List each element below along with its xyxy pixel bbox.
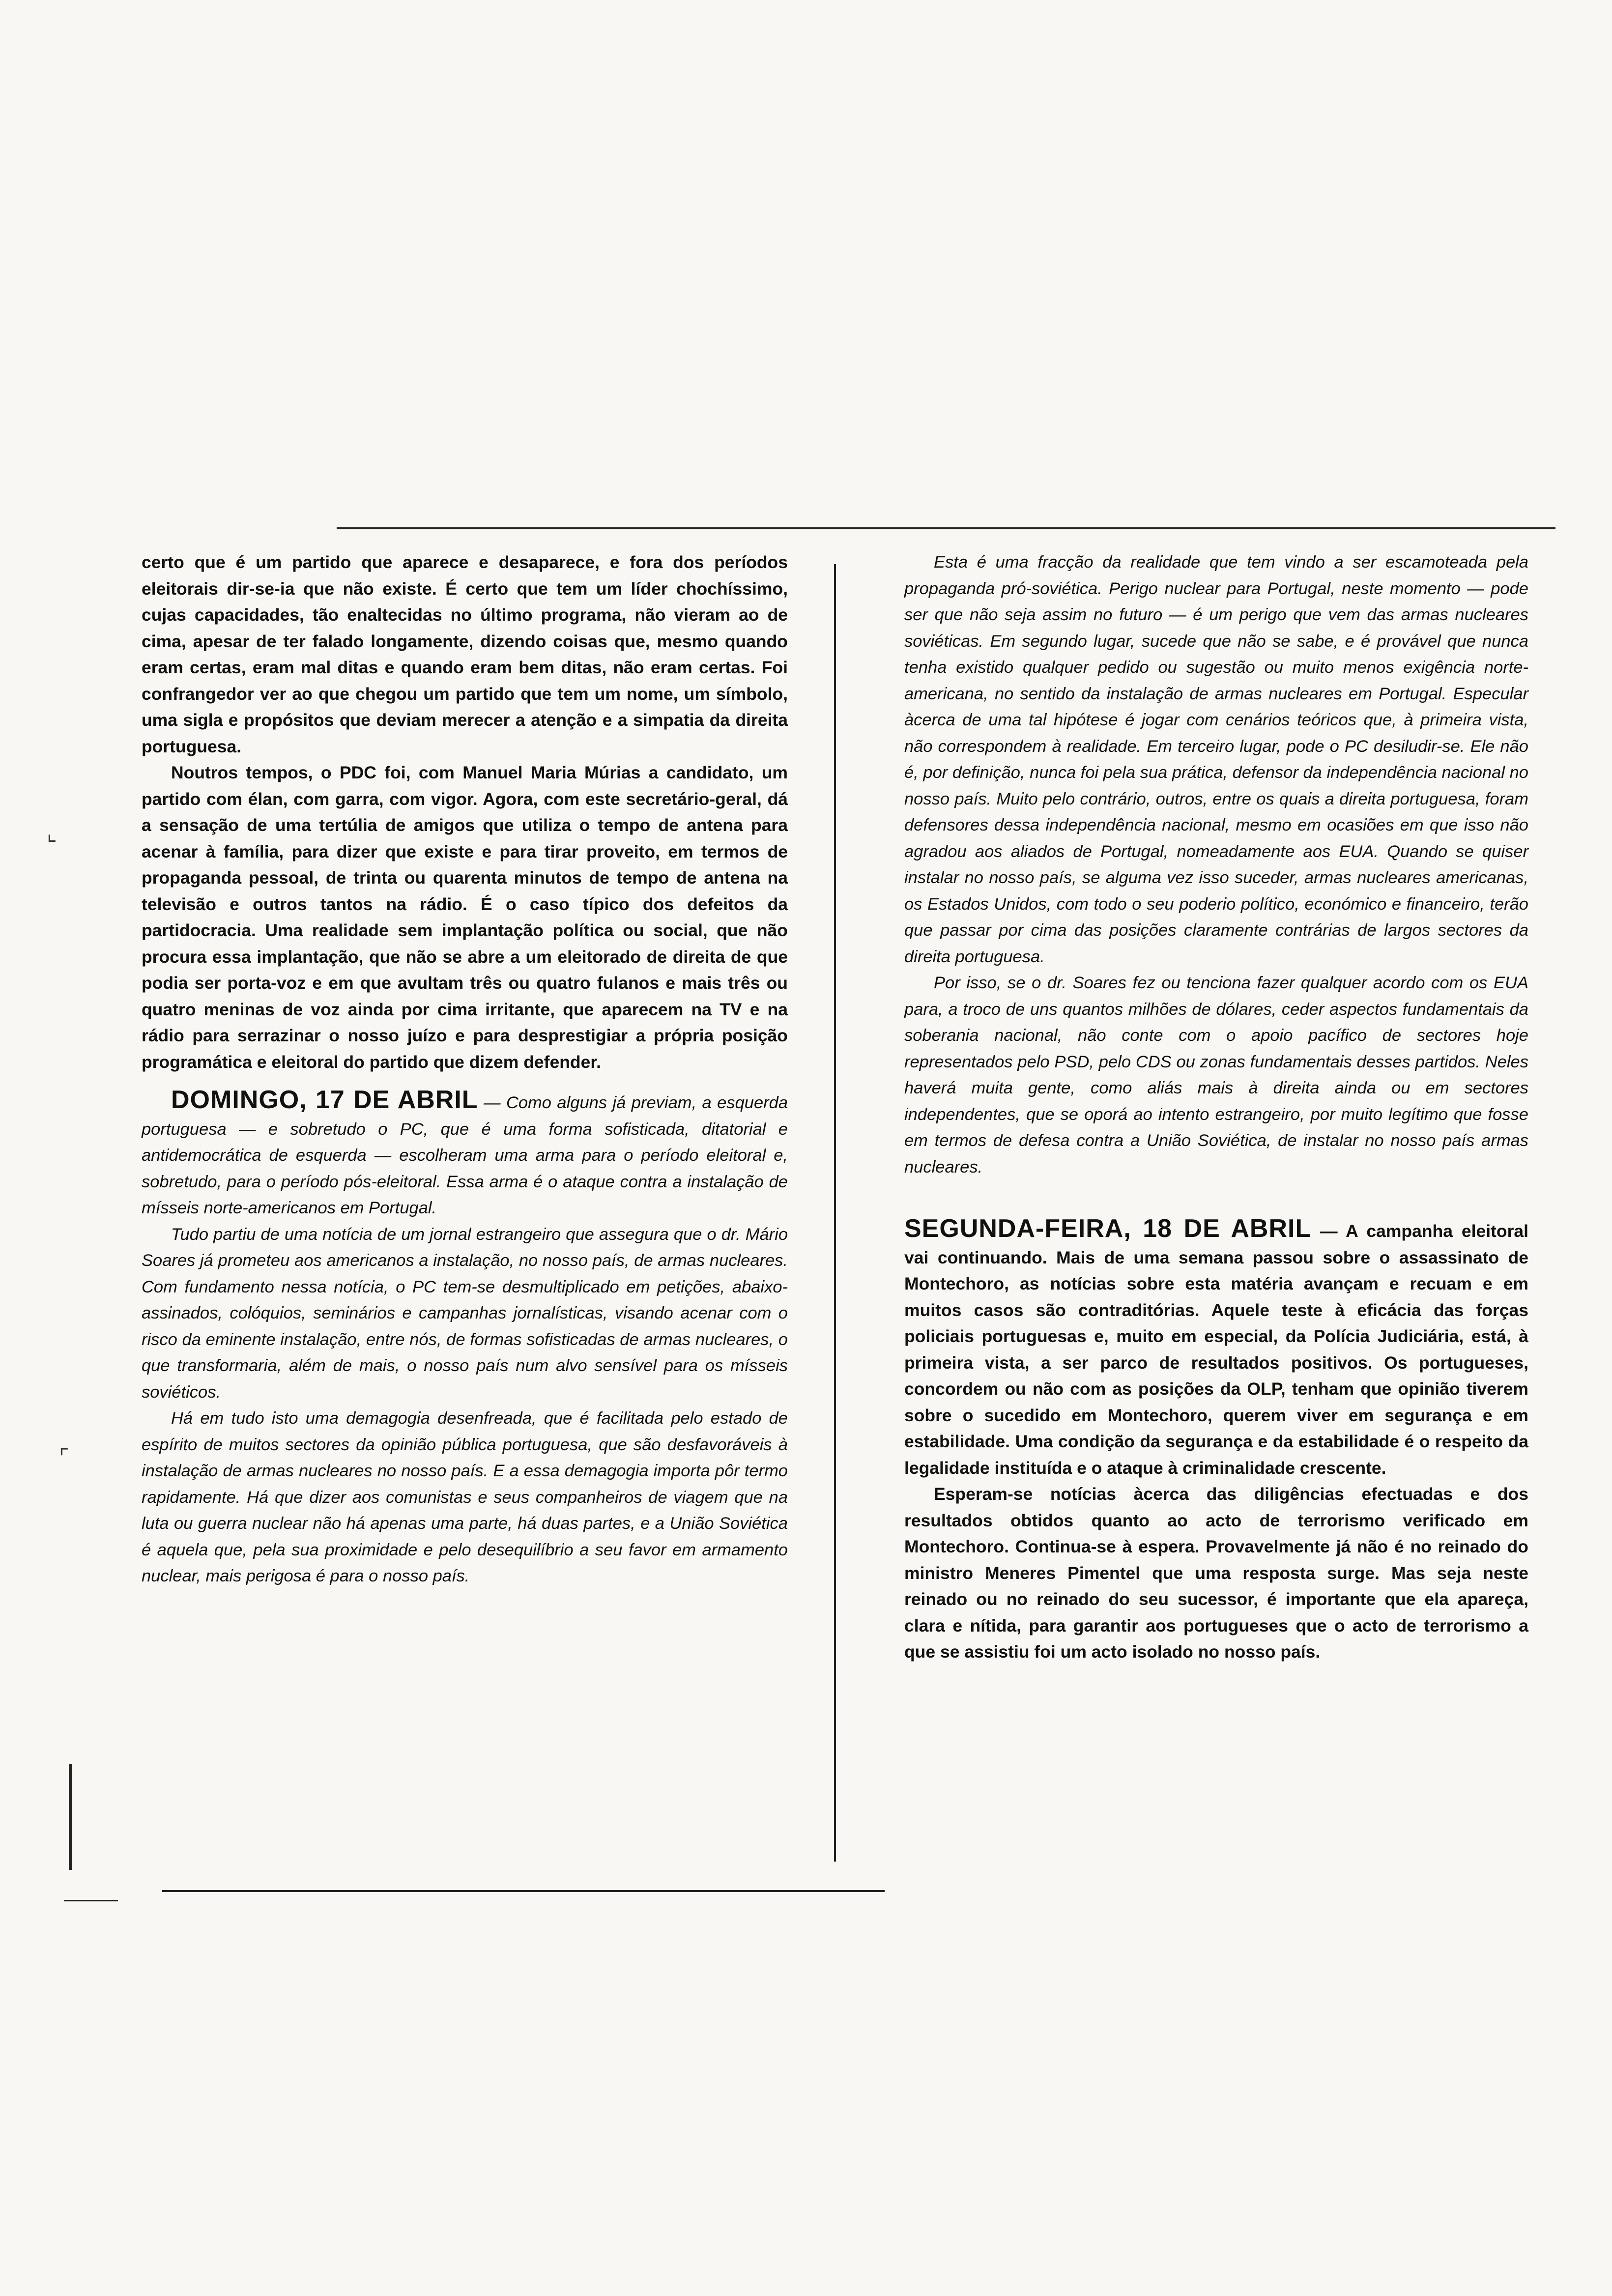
left-column bbox=[142, 549, 788, 1590]
section-lead-text: — A campanha eleitoral vai continuando. Mais de uma semana passou sobre o assassinato de Montechoro, as notícias sobre esta matéria avançam e recuam e em muitos casos são contraditórias. Aquele teste à eficácia das forças policiais portuguesas e, muito em especial, da Polícia Judiciária, está, à primeira vista, a ser parco de resultados positivos. Os portugueses, concordem ou não com as posições da OLP, tenham que opinião tiverem sobre o sucedido em Montechoro, querem viver em segurança e em estabilidade. Uma condição da segurança e da estabilidade é o respeito da legalidade instituída e o ataque à criminalidade crescente. bbox=[904, 1221, 1528, 1478]
bottom-rule bbox=[162, 1890, 885, 1892]
section-lead-paragraph bbox=[142, 1087, 788, 1222]
margin-bracket-mark: ⌜ bbox=[59, 1445, 69, 1469]
column-divider bbox=[834, 564, 836, 1862]
right-column bbox=[904, 549, 1528, 1665]
bottom-left-mark bbox=[64, 1900, 118, 1901]
article-paragraph: Tudo partiu de uma notícia de um jornal estrangeiro que assegura que o dr. Mário Soares já prometeu aos americanos a instalação, no nosso país, de armas nucleares. Com fundamento nessa notícia, o PC tem-se desmultiplicado em petições, abaixo-assinados, colóquios, seminários e campanhas jornalísticas, visando acenar com o risco da eminente instalação, entre nós, de formas sofisticadas de armas nucleares, o que transformaria, além de mais, o nosso país num alvo sensível para os mísseis soviéticos. bbox=[142, 1225, 788, 1402]
article-paragraph: Por isso, se o dr. Soares fez ou tenciona fazer qualquer acordo com os EUA para, a troco de uns quantos milhões de dólares, ceder aspectos fundamentais da soberania nacional, não conte com o apoio pacífico de sectores hoje representados pelo PSD, pelo CDS ou zonas fundamentais desses partidos. Neles haverá muita gente, como aliás mais à direita ainda ou em sectores independentes, que se oporá ao intento estrangeiro, por muito legítimo que fosse em termos de defesa contra a União Soviética, de instalar no nosso país armas nucleares. bbox=[904, 974, 1528, 1177]
section-lead-text: — Como alguns já previam, a esquerda portuguesa — e sobretudo o PC, que é uma forma sofisticada, ditatorial e antidemocrática de esquerda — escolheram uma arma para o período eleitoral e, sobretudo, para o período pós-eleitoral. Essa arma é o ataque contra a instalação de mísseis norte-americanos em Portugal. bbox=[142, 1093, 788, 1217]
article-paragraph: Há em tudo isto uma demagogia desenfreada, que é facilitada pelo estado de espírito de muitos sectores da opinião pública portuguesa, que são desfavoráveis à instalação de armas nucleares no nosso país. E a essa demagogia importa pôr termo rapidamente. Há que dizer aos comunistas e seus companheiros de viagem que na luta ou guerra nuclear não há apenas uma parte, há duas partes, e a União Soviética é aquela que, pela sua proximidade e pelo desequilíbrio a seu favor em armamento nuclear, mais perigosa é para o nosso país. bbox=[142, 1409, 788, 1585]
article-paragraph: certo que é um partido que aparece e desaparece, e fora dos períodos eleitorais dir-se-ia que não existe. É certo que tem um líder chochíssimo, cujas capacidades, tão enaltecidas no último programa, não vieram ao de cima, apesar de ter falado longamente, dizendo coisas que, mesmo quando eram certas, eram mal ditas e quando eram bem ditas, não eram certas. Foi confrangedor ver ao que chegou um partido que tem um nome, um símbolo, uma sigla e propósitos que deviam merecer a atenção e a simpatia da direita portuguesa. bbox=[142, 552, 788, 756]
article-paragraph: Noutros tempos, o PDC foi, com Manuel Maria Múrias a candidato, um partido com élan, com garra, com vigor. Agora, com este secretário-geral, dá a sensação de uma tertúlia de amigos que utiliza o tempo de antena para acenar à família, para dizer que existe e para tirar proveito, em termos de propaganda pessoal, de trinta ou quarenta minutos de tempo de antena na televisão e outros tantos na rádio. É o caso típico dos defeitos da partidocracia. Uma realidade sem implantação política ou social, que não procura essa implantação, que não se abre a um eleitorado de direita de que podia ser porta-voz e em que avultam três ou quatro fulanos e mais três ou quatro meninas de voz ainda por cima irritante, que aparecem na TV e na rádio para serrazinar o nosso juízo e para desprestigiar a própria posição programática e eleitoral do partido que dizem defender. bbox=[142, 763, 788, 1072]
article-paragraph: Esperam-se notícias àcerca das diligências efectuadas e dos resultados obtidos quanto ao acto de terrorismo verificado em Montechoro. Continua-se à espera. Provavelmente já não é no reinado do ministro Meneres Pimentel que uma resposta surge. Mas seja neste reinado ou no reinado do seu sucessor, é importante que ela apareça, clara e nítida, para garantir aos portugueses que o acto de terrorismo a que se assistiu foi um acto isolado no nosso país. bbox=[904, 1484, 1528, 1662]
article-paragraph: Esta é uma fracção da realidade que tem vindo a ser escamoteada pela propaganda pró-soviética. Perigo nuclear para Portugal, neste momento — pode ser que não seja assim no futuro — é um perigo que vem das armas nucleares soviéticas. Em segundo lugar, sucede que não se sabe, e é provável que nunca tenha existido qualquer pedido ou sugestão ou muito menos exigência norte-americana, no sentido da instalação de armas nucleares em Portugal. Especular àcerca de uma tal hipótese é jogar com cenários teóricos que, à primeira vista, não correspondem à realidade. Em terceiro lugar, pode o PC desiludir-se. Ele não é, por definição, nunca foi pela sua prática, defensor da independência nacional no nosso país. Muito pelo contrário, outros, entre os quais a direita portuguesa, foram defensores dessa independência nacional, mesmo em ocasiões em que isso não agradou aos aliados de Portugal, nomeadamente aos EUA. Quando se quiser instalar no nosso país, se alguma vez isso suceder, armas nucleares americanas, os Estados Unidos, com todo o seu poderio político, económico e financeiro, terão que passar por cima das posições claramente contrárias de largos sectores da direita portuguesa. bbox=[904, 553, 1528, 966]
margin-tick-mark: ⌞ bbox=[47, 821, 57, 845]
section-lead-paragraph bbox=[904, 1216, 1528, 1481]
section-heading-sunday: DOMINGO, 17 DE ABRIL bbox=[171, 1086, 478, 1114]
section-heading-monday: SEGUNDA-FEIRA, 18 DE ABRIL bbox=[904, 1214, 1312, 1243]
left-margin-bar bbox=[69, 1764, 72, 1870]
top-rule bbox=[337, 527, 1555, 529]
